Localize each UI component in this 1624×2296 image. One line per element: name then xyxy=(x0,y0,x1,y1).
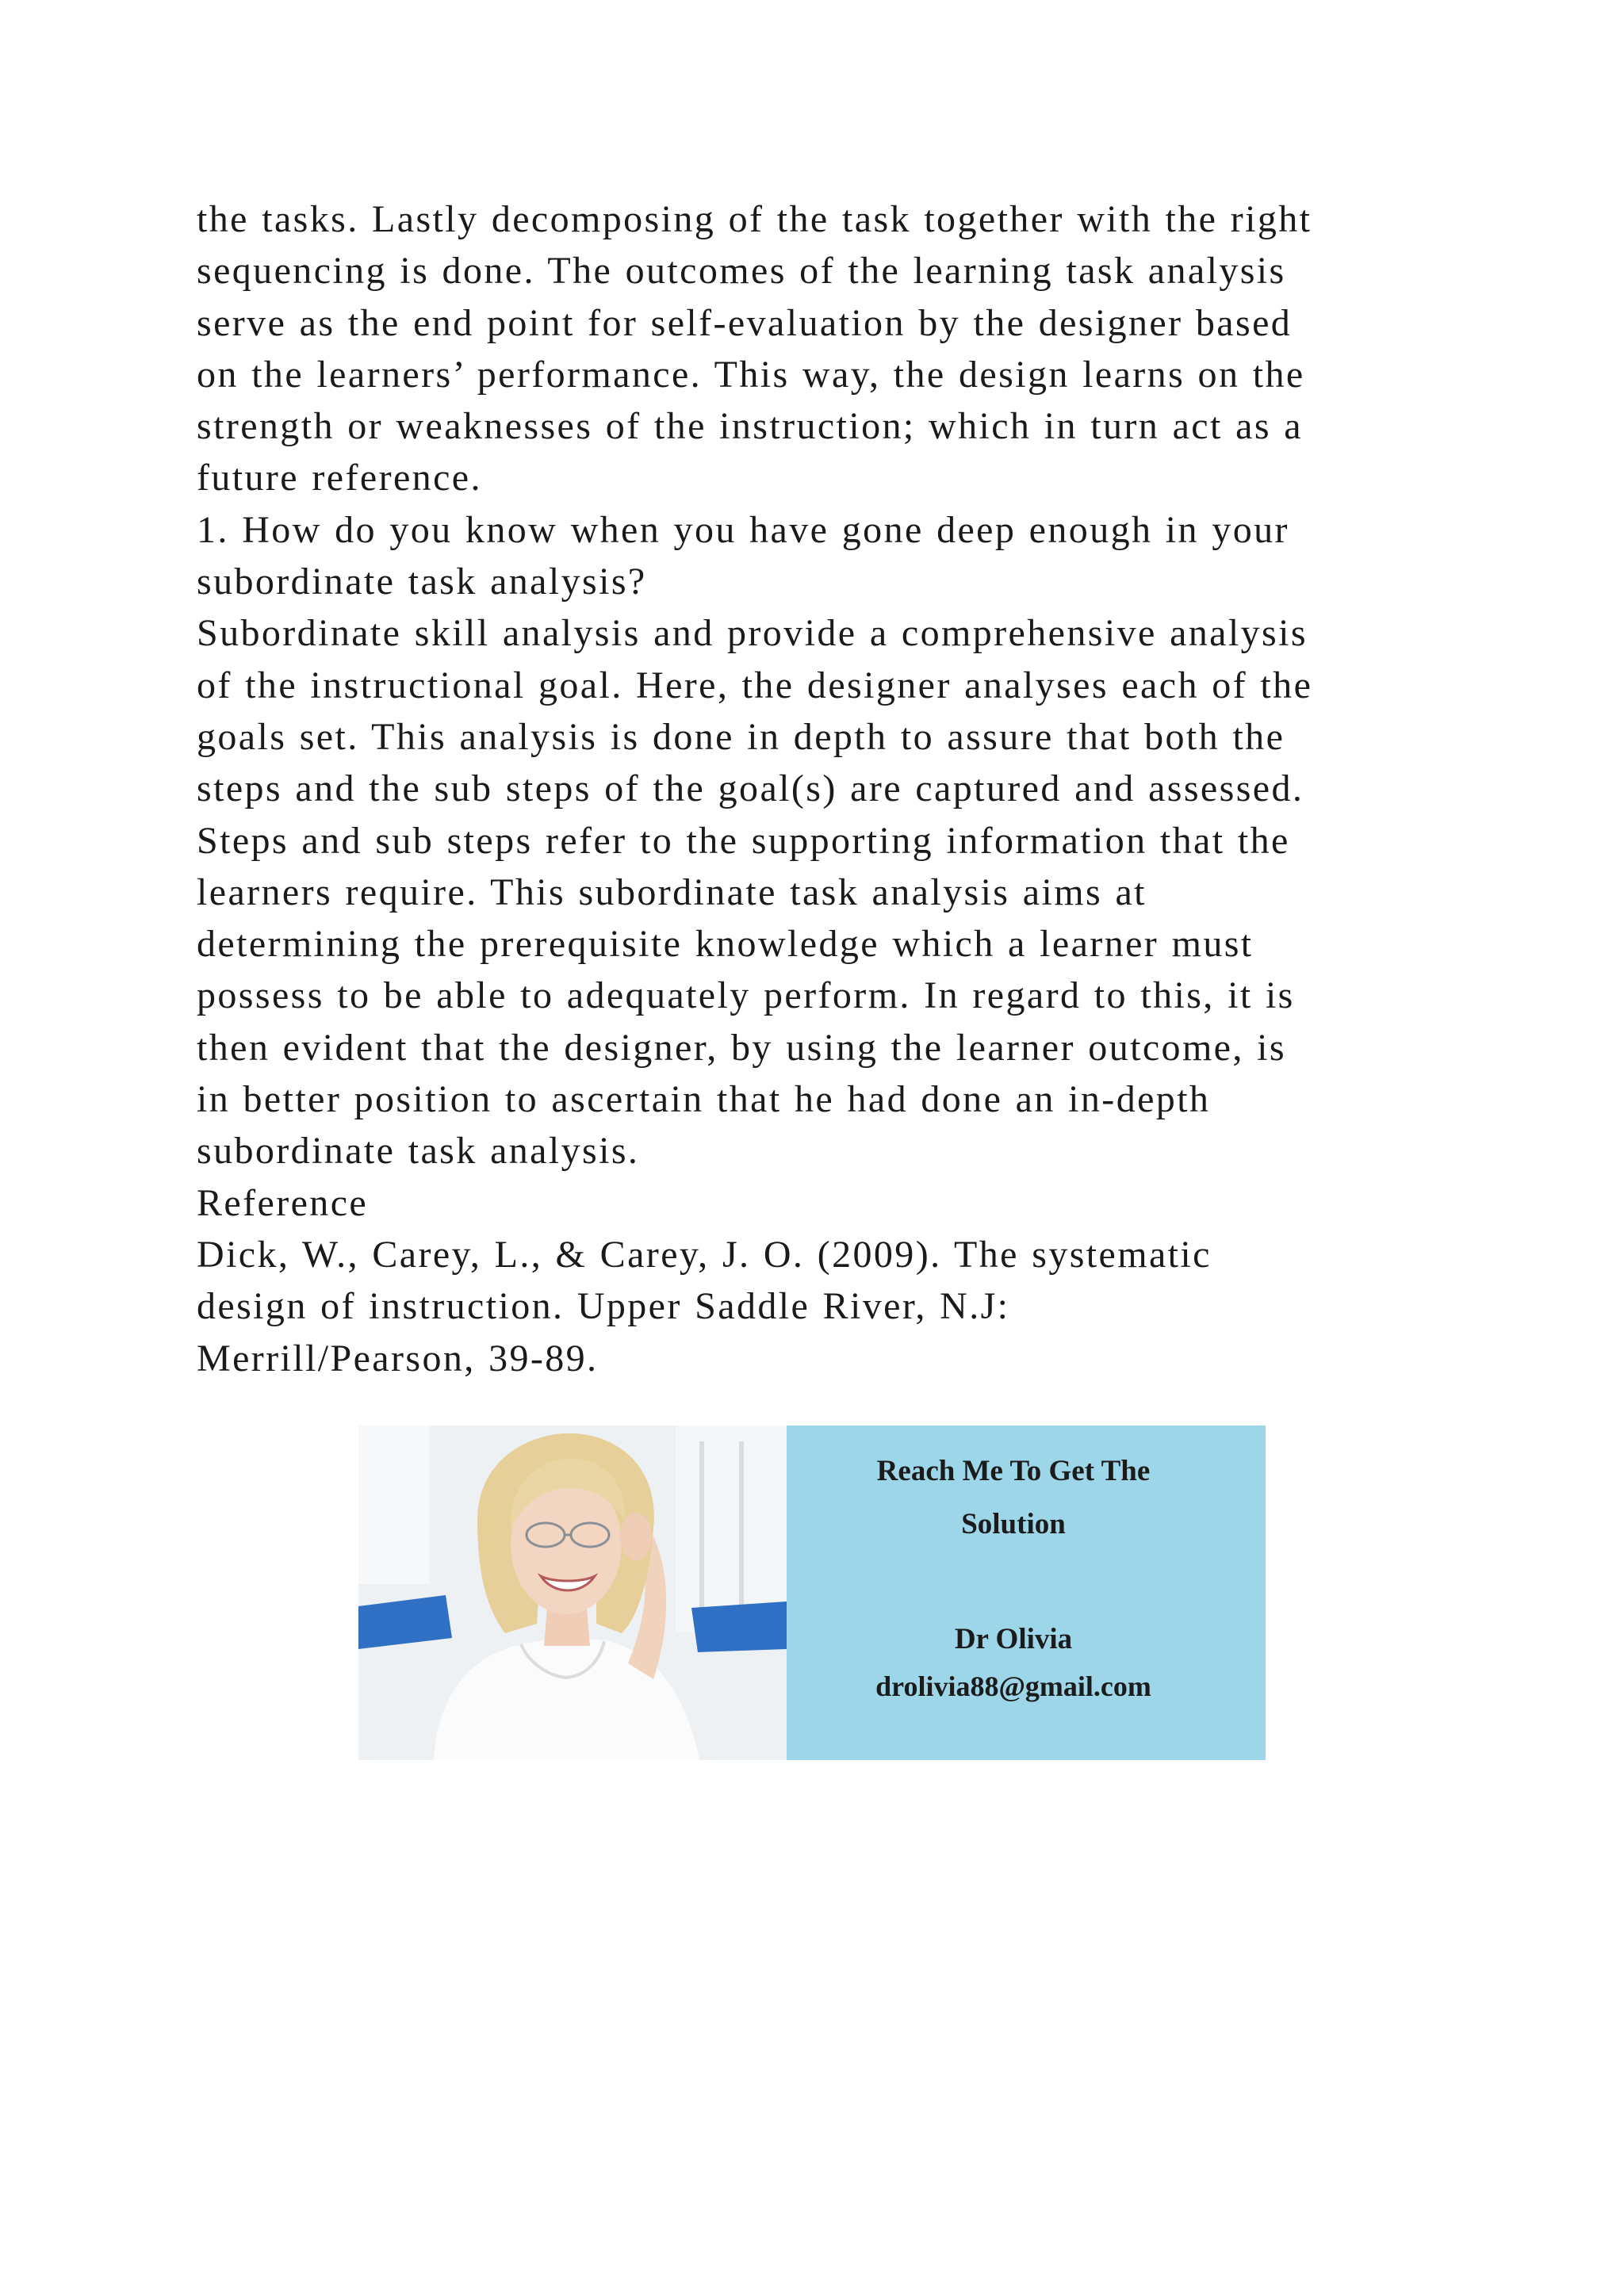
contact-panel xyxy=(787,1425,1266,1760)
text-line: learners require. This subordinate task analysis aims at xyxy=(197,871,1147,913)
question-line: 1. How do you know when you have gone deep enough in your xyxy=(197,508,1289,551)
text-line: determining the prerequisite knowledge which a learner must xyxy=(197,923,1254,966)
contact-name: Dr Olivia xyxy=(954,1623,1073,1655)
banner-headline: Reach Me To Get The xyxy=(876,1455,1151,1487)
text-line: Subordinate skill analysis and provide a comprehensive analysis xyxy=(197,612,1308,655)
woman-photo xyxy=(358,1425,787,1760)
text-line: on the learners’ performance. This way, the design learns on the xyxy=(197,353,1305,396)
text-line: possess to be able to adequately perform. In regard to this, it is xyxy=(197,974,1295,1017)
text-line: steps and the sub steps of the goal(s) are captured and assessed. xyxy=(197,767,1304,810)
reference-heading: Reference xyxy=(197,1181,369,1224)
contact-email: drolivia88@gmail.com xyxy=(875,1670,1151,1702)
text-line: the tasks. Lastly decomposing of the task together with the right xyxy=(197,198,1312,240)
text-line: Steps and sub steps refer to the supporting information that the xyxy=(197,819,1290,862)
text-line: strength or weaknesses of the instruction; which in turn act as a xyxy=(197,405,1304,448)
reference-entry: Dick, W., Carey, L., & Carey, J. O. (2009). The systematic xyxy=(197,1233,1212,1276)
text-line: future reference. xyxy=(197,457,482,499)
body-text xyxy=(197,193,1481,1384)
woman-illustration xyxy=(358,1425,787,1760)
text-line: goals set. This analysis is done in depth to assure that both the xyxy=(197,715,1285,758)
banner-headline-continued: Solution xyxy=(961,1508,1066,1540)
reference-entry: Merrill/Pearson, 39-89. xyxy=(197,1337,599,1380)
reference-entry: design of instruction. Upper Saddle River, N.J: xyxy=(197,1285,1010,1328)
contact-banner xyxy=(358,1425,1266,1760)
text-line: subordinate task analysis. xyxy=(197,1130,640,1173)
text-line: in better position to ascertain that he had done an in-depth xyxy=(197,1078,1211,1121)
text-line: sequencing is done. The outcomes of the learning task analysis xyxy=(197,250,1286,293)
text-line: of the instructional goal. Here, the designer analyses each of the xyxy=(197,664,1313,706)
text-line: then evident that the designer, by using the learner outcome, is xyxy=(197,1026,1286,1069)
text-line: serve as the end point for self-evaluation by the designer based xyxy=(197,301,1293,344)
question-line: subordinate task analysis? xyxy=(197,561,647,603)
